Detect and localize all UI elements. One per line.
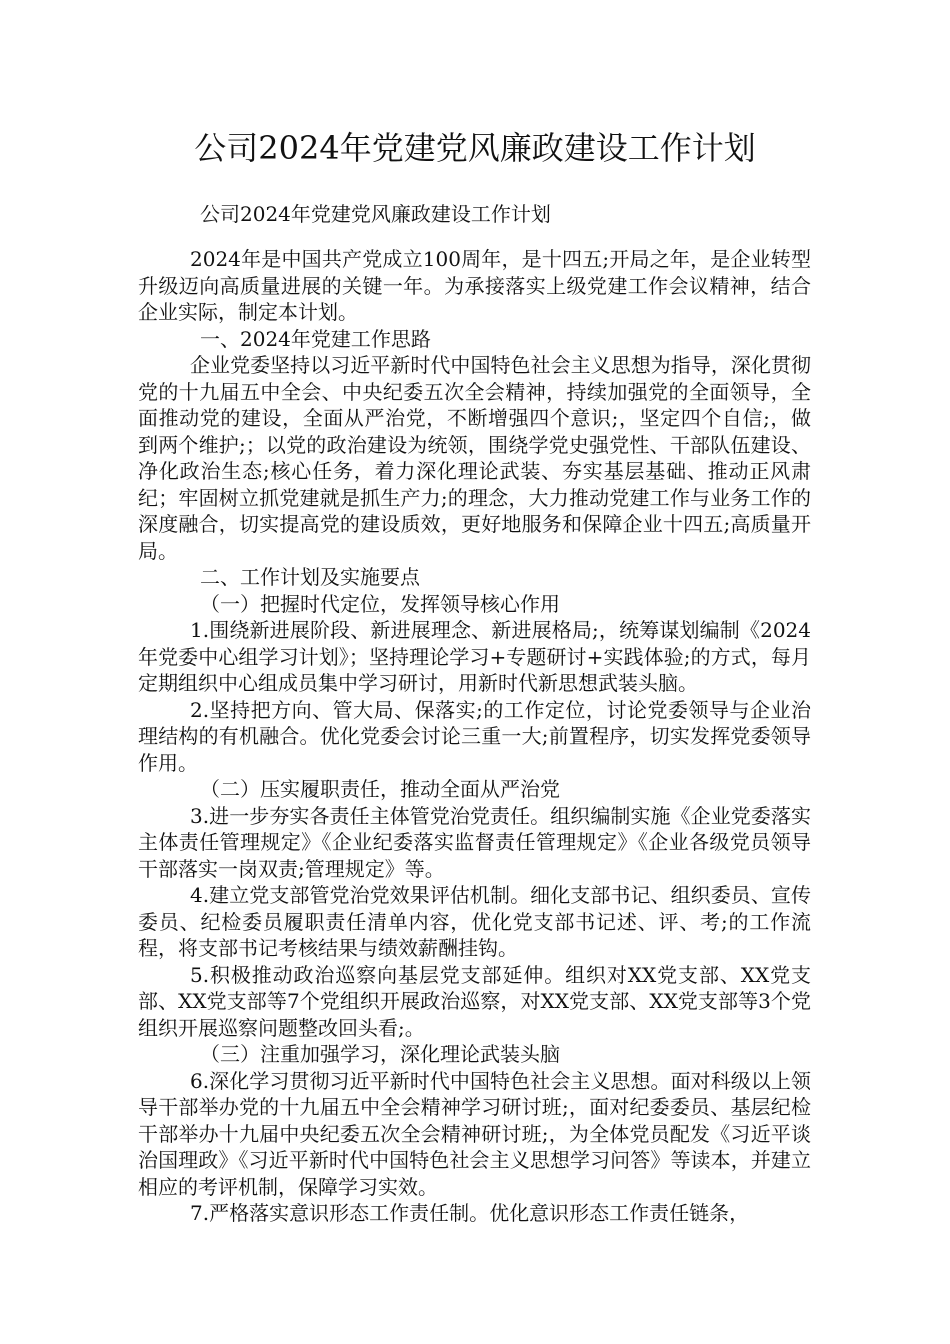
- subsection-heading: （二）压实履职责任，推动全面从严治党: [200, 777, 560, 801]
- document-subtitle: 公司2024年党建党风廉政建设工作计划: [200, 202, 551, 226]
- body-paragraph: 2.坚持把方向、管大局、保落实;的工作定位，讨论党委领导与企业治理结构的有机融合。优化党委会讨论三重一大;前置程序，切实发挥党委领导作用。: [138, 697, 811, 775]
- body-paragraph: 7.严格落实意识形态工作责任制。优化意识形态工作责任链条，: [190, 1201, 750, 1225]
- body-paragraph: 3.进一步夯实各责任主体管党治党责任。组织编制实施《企业党委落实主体责任管理规定》《企业纪委落实监督责任管理规定》《企业各级党员领导干部落实一岗双责;管理规定》等。: [138, 803, 811, 881]
- document-title: 公司2024年党建党风廉政建设工作计划: [194, 129, 756, 167]
- subsection-heading: （三）注重加强学习，深化理论武装头脑: [200, 1042, 560, 1066]
- body-paragraph: 6.深化学习贯彻习近平新时代中国特色社会主义思想。面对科级以上领导干部举办党的十九届五中全会精神学习研讨班;，面对纪委委员、基层纪检干部举办十九届中央纪委五次全会精神研讨班;，为全体党员配发《习近平谈治国理政》《习近平新时代中国特色社会主义思想学习问答》等读本，并建立相应的考评机制，保障学习实效。: [138, 1068, 811, 1199]
- subsection-heading: （一）把握时代定位，发挥领导核心作用: [200, 591, 560, 616]
- body-paragraph: 企业党委坚持以习近平新时代中国特色社会主义思想为指导，深化贯彻党的十九届五中全会、中央纪委五次全会精神，持续加强党的全面领导，全面推动党的建设，全面从严治党，不断增强四个意识;，坚定四个自信;，做到两个维护;；以党的政治建设为统领，围绕学党史强党性、干部队伍建设、净化政治生态;核心任务，着力深化理论武装、夯实基层基础、推动正风肃纪；牢固树立抓党建就是抓生产力;的理念，大力推动党建工作与业务工作的深度融合，切实提高党的建设质效，更好地服务和保障企业十四五;高质量开局。: [138, 353, 811, 563]
- body-paragraph: 4.建立党支部管党治党效果评估机制。细化支部书记、组织委员、宣传委员、纪检委员履职责任清单内容，优化党支部书记述、评、考;的工作流程，将支部书记考核结果与绩效薪酬挂钩。: [138, 883, 811, 960]
- intro-paragraph: 2024年是中国共产党成立100周年，是十四五;开局之年，是企业转型升级迈向高质量进展的关键一年。为承接落实上级党建工作会议精神，结合企业实际，制定本计划。: [138, 247, 811, 324]
- section-heading: 一、2024年党建工作思路: [200, 326, 431, 351]
- body-paragraph: 5.积极推动政治巡察向基层党支部延伸。组织对XX党支部、XX党支部、XX党支部等7个党组织开展政治巡察，对XX党支部、XX党支部等3个党组织开展巡察问题整改回头看;。: [138, 962, 811, 1040]
- section-heading: 二、工作计划及实施要点: [200, 565, 420, 589]
- document-body: [138, 246, 811, 1227]
- body-paragraph: 1.围绕新进展阶段、新进展理念、新进展格局;，统筹谋划编制《2024年党委中心组学习计划》；坚持理论学习+专题研讨+实践体验;的方式，每月定期组织中心组成员集中学习研讨，用新时代新思想武装头脑。: [138, 618, 811, 695]
